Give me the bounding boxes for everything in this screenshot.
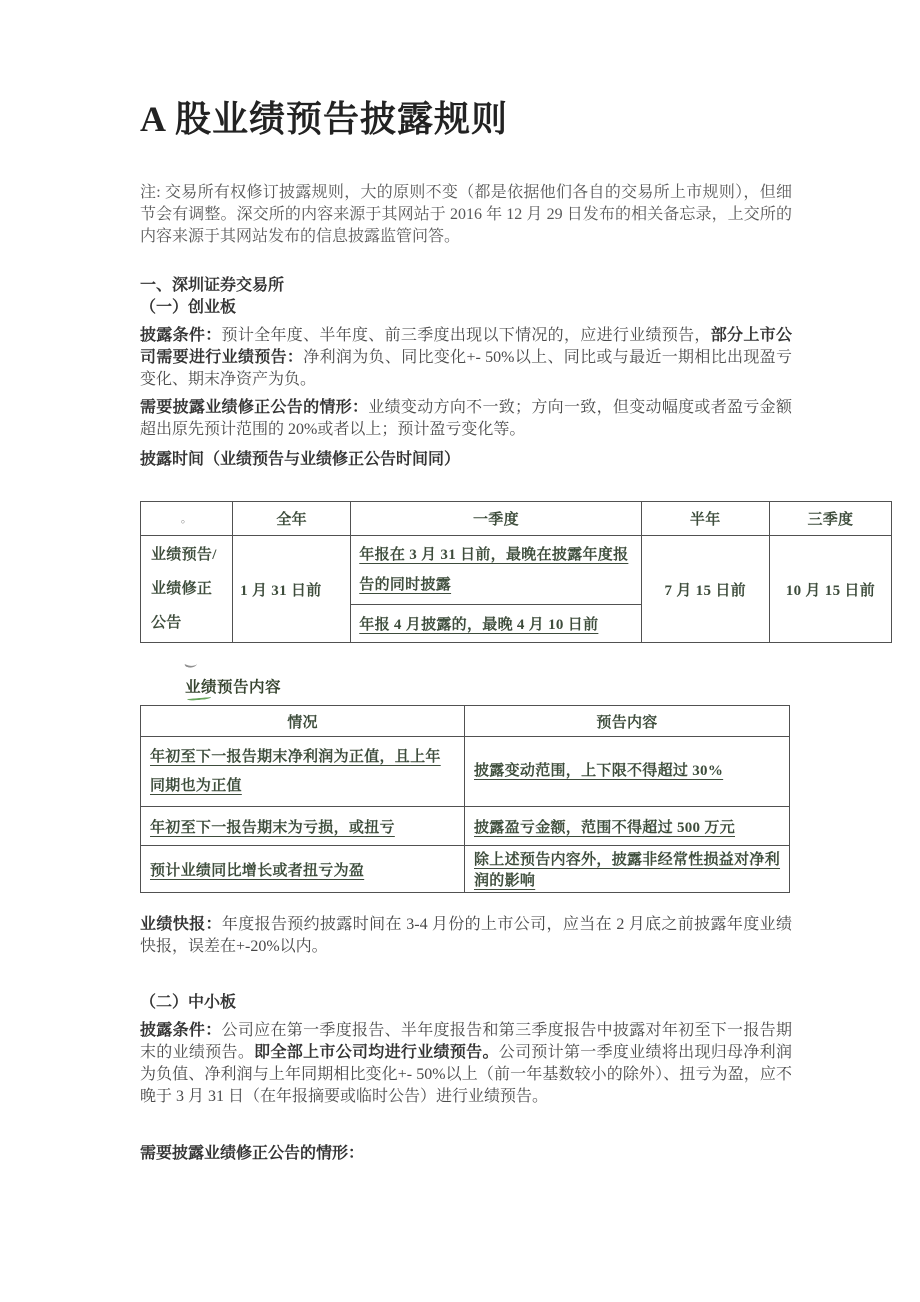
heading-shenzhen-exchange: 一、深圳证券交易所 <box>140 277 285 294</box>
cell-q1-april-report: 年报 4 月披露的，最晚 4 月 10 日前 <box>351 604 641 642</box>
cell-half-year-deadline: 7 月 15 日前 <box>641 536 769 643</box>
column-header-half-year: 半年 <box>641 502 769 536</box>
green-squiggle-icon <box>187 694 211 701</box>
cell-forecast-content: 披露盈亏金额，范围不得超过 500 万元 <box>465 807 790 846</box>
text-run: 业绩变动方向不一致；方向一致，但变动幅度或者盈亏金额超出原先预计范围的 20%或者以上；预计盈亏变化等。 <box>140 399 792 438</box>
content-table-row <box>141 846 790 893</box>
table-corner-cell <box>141 502 233 536</box>
column-header-q1: 一季度 <box>351 502 641 536</box>
row-label-forecast-revision <box>141 536 233 643</box>
label-all-companies-forecast: 即全部上市公司均进行业绩预告。 <box>254 1044 499 1061</box>
forecast-content-caption-block <box>185 675 792 697</box>
text-run: 公司应在第一季度报告、半年度报告和第三季度报告中披露对年初至下一报告期末的业绩预告。 <box>140 1022 792 1061</box>
cell-forecast-content: 除上述预告内容外，披露非经常性损益对净利润的影响 <box>465 846 790 893</box>
disclosure-schedule-table <box>140 501 892 643</box>
cell-situation: 年初至下一报告期末为亏损，或扭亏 <box>141 807 465 846</box>
text-run: 公司预计第一季度业绩将出现归母净利润为负值、净利润与上年同期相比变化+- 50%以上（前一年基数较小的除外）、扭亏为盈，应不晚于 3 月 31 日（在年报摘要或临时公告）进行业绩预告。 <box>140 1044 792 1105</box>
cell-situation: 年初至下一报告期末净利润为正值，且上年同期也为正值 <box>141 737 465 807</box>
label-flash-report: 业绩快报： <box>140 916 222 933</box>
text-run: 年度报告预约披露时间在 3-4 月份的上市公司，应当在 2 月底之前披露年度业绩快报，误差在+-20%以内。 <box>140 916 792 955</box>
heading-disclosure-time: 披露时间（业绩预告与业绩修正公告时间同） <box>140 451 461 468</box>
schedule-table-row <box>141 536 892 605</box>
cell-situation: 预计业绩同比增长或者扭亏为盈 <box>141 846 465 893</box>
heading-chuangyeban: （一）创业板 <box>140 299 237 316</box>
paragraph-sme-conditions <box>140 1020 792 1108</box>
column-header-forecast-content: 预告内容 <box>465 706 790 737</box>
content-table-header-row <box>141 706 790 737</box>
forecast-content-caption: 业绩预告内容 <box>185 679 282 696</box>
heading-zhongxiaoban: （二）中小板 <box>140 994 237 1011</box>
row-label-line: 业绩修正 <box>151 581 213 597</box>
cell-q3-deadline: 10 月 15 日前 <box>769 536 891 643</box>
forecast-content-table <box>140 705 790 893</box>
cell-q1-with-annual-report: 年报在 3 月 31 日前，最晚在披露年度报告的同时披露 <box>351 536 641 605</box>
pencil-artifact-icon <box>184 658 198 670</box>
column-header-annual: 全年 <box>233 502 351 536</box>
column-header-situation: 情况 <box>141 706 465 737</box>
row-label-line: 公告 <box>151 615 182 631</box>
paragraph-flash-report <box>140 914 792 958</box>
page-title: A 股业绩预告披露规则 <box>140 99 509 139</box>
text-run: 净利润为负、同比变化+- 50%以上、同比或与最近一期相比出现盈亏变化、期末净资产为负。 <box>140 349 792 388</box>
cell-annual-deadline: 1 月 31 日前 <box>233 536 351 643</box>
row-label-line: 业绩预告/ <box>151 547 217 563</box>
label-disclosure-conditions: 披露条件： <box>140 327 222 344</box>
paragraph-disclosure-conditions <box>140 325 792 391</box>
text-run: 预计全年度、半年度、前三季度出现以下情况的，应进行业绩预告， <box>221 327 711 344</box>
label-revision-situations: 需要披露业绩修正公告的情形： <box>140 399 369 416</box>
artifact-mark: 。 <box>180 513 193 525</box>
column-header-q3: 三季度 <box>769 502 891 536</box>
cell-forecast-content: 披露变动范围，上下限不得超过 30% <box>465 737 790 807</box>
schedule-table-header-row <box>141 502 892 536</box>
note-paragraph: 注: 交易所有权修订披露规则，大的原则不变（都是依据他们各自的交易所上市规则），但细节会有调整。深交所的内容来源于其网站于 2016 年 12 月 29 日发布的相关备忘录，上交所的内容来源于其网站发布的信息披露监管问答。 <box>140 184 792 245</box>
content-table-row <box>141 737 790 807</box>
label-partial-companies: 部分上市公司需要进行业绩预告： <box>140 327 792 366</box>
label-sme-disclosure-conditions: 披露条件： <box>140 1022 222 1039</box>
heading-revision-situations-sme: 需要披露业绩修正公告的情形： <box>140 1145 365 1162</box>
content-table-row <box>141 807 790 846</box>
paragraph-revision-situations <box>140 397 792 441</box>
